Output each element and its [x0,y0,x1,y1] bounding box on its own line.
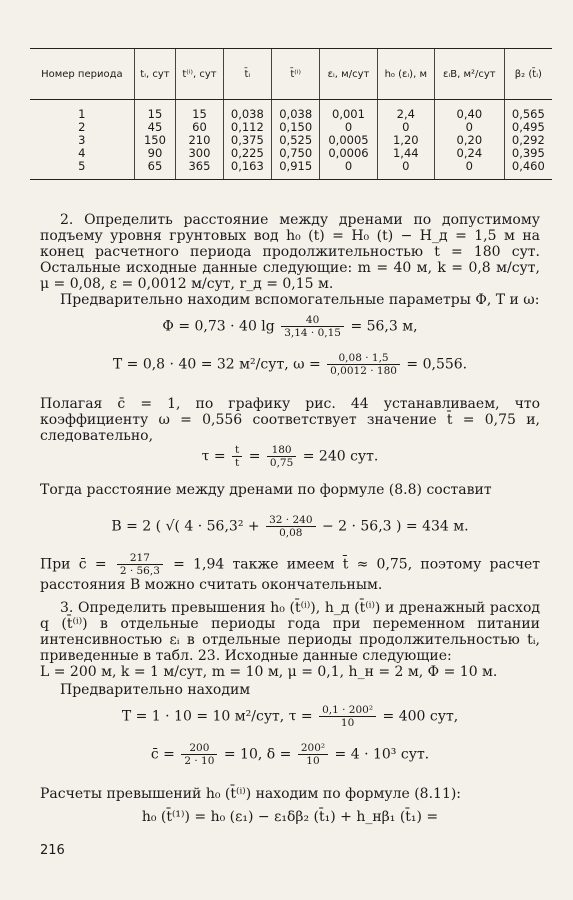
formula-tau [40,444,540,469]
paragraph-task-2: 2. Определить расстояние между дренами по допустимому подъему уровня грунтовых вод h₀ (t) = H₀ (t) − H_д = 1,5 м на конец расчетного периода продолжительностью t = 180 сут. Остальные исходные данные следующие: m = 40 м, k = 0,8 м/сут, μ = 0,08, ε = 0,0012 м/сут, r_д = 0,15 м. [40,212,540,292]
paragraph-assume-c: Полагая c̄ = 1, по графику рис. 44 устанавливаем, что коэффициенту ω = 0,556 соответствует значение t̄ = 0,75 и, следовательно, [40,396,540,444]
table-cell: 0,525 [272,134,320,147]
table-cell: 1,44 [377,147,434,160]
table-header-cell: t⁽ⁱ⁾, сут [176,49,223,100]
table-cell: 0,565 [504,100,552,122]
fraction-denominator: 0,0012 · 180 [330,365,397,377]
fraction [267,444,296,469]
table-cell: 0,395 [504,147,552,160]
fraction-numerator: 0,1 · 200² [319,704,376,717]
table-header-cell: β₂ (t̄ᵢ) [504,49,552,100]
text-part: При c̄ = [40,556,107,573]
table-header-cell: t̄ᵢ [223,49,271,100]
fraction [232,444,242,469]
formula-part: c̄ = [150,746,175,763]
paragraph-input-data: L = 200 м, k = 1 м/сут, m = 10 м, μ = 0,1, h_н = 2 м, Φ = 10 м. [40,664,498,680]
table-cell: 90 [134,147,176,160]
fraction-numerator: t [232,444,242,457]
table-cell: 0 [320,121,377,134]
formula-t-tau [40,704,540,729]
paragraph-drain-distance: Тогда расстояние между дренами по формуле (8.8) составит [40,482,492,498]
table-header-cell: εᵢB, м²/сут [434,49,504,100]
table-header-cell: εᵢ, м/сут [320,49,377,100]
table-cell: 0,0005 [320,134,377,147]
table-header-cell: tᵢ, сут [134,49,176,100]
table-cell: 0,915 [272,160,320,180]
formula-part: Φ = 0,73 · 40 lg [162,318,275,335]
formula-part: = 400 сут, [382,708,459,725]
formula-part: = 56,3 м, [350,318,418,335]
table-cell: 0 [377,121,434,134]
fraction-numerator: 200 [181,742,217,755]
table-cell: 0,750 [272,147,320,160]
table-cell: 2 [78,120,86,134]
table-cell: 1,20 [377,134,434,147]
paragraph-check-c [40,552,540,593]
fraction-denominator: 3,14 · 0,15 [284,327,341,339]
fraction-numerator: 200² [298,742,328,755]
table-cell: 0,460 [504,160,552,180]
formula-part: = 0,556. [406,356,468,373]
paragraph-aux-params: Предварительно находим вспомогательные параметры Φ, T и ω: [60,292,540,308]
table-cell: 5 [30,160,134,180]
table-cell: 0,112 [223,121,271,134]
formula-c-delta [40,742,540,767]
fraction [117,552,163,577]
fraction-numerator: 40 [281,314,344,327]
formula-h0: h₀ (t̄⁽¹⁾) = h₀ (ε₁) − ε₁δβ₂ (t̄₁) + h_нβ₁ (t̄₁) = [141,809,439,825]
fraction-denominator: t̄ [235,457,240,469]
fraction [319,704,376,729]
table-cell: 0,495 [504,121,552,134]
table-cell: 0,038 [223,100,271,122]
paragraph-preliminary: Предварительно находим [60,682,251,698]
formula-part: τ = [201,448,226,465]
fraction-denominator: 10 [306,755,320,767]
table-cell: 1 [78,107,86,121]
fraction-denominator: 10 [340,717,355,729]
table-cell: 0,225 [223,147,271,160]
table-cell: 0 [377,160,434,180]
formula-t-omega [40,352,540,377]
fraction-denominator: 2 · 56,3 [119,565,160,577]
table-row [30,160,552,180]
page-number: 216 [40,843,65,858]
fraction-numerator: 0,08 · 1,5 [327,352,400,365]
table-cell: 60 [176,121,223,134]
table-cell: 0,375 [223,134,271,147]
table-cell: 300 [176,147,223,160]
formula-part: B = 2 ( √( 4 · 56,3² + [111,518,260,535]
fraction-denominator: 0,75 [269,457,294,469]
fraction [298,742,328,767]
table-cell: 365 [176,160,223,180]
table-cell: 0,0006 [320,147,377,160]
table-header-row [30,49,552,100]
table-cell: 65 [134,160,176,180]
fraction-numerator: 32 · 240 [266,514,315,527]
text-part: = 1,94 также имеем t̄ ≈ 0,75, поэтому расчет расстояния B можно считать окончательным. [40,556,540,593]
table-cell: 0,20 [434,134,504,147]
table-cell: 0 [434,121,504,134]
formula-part: = 4 · 10³ сут. [334,746,430,763]
paragraph-task-3: 3. Определить превышения h₀ (t̄⁽ⁱ⁾), h_д (t̄⁽ⁱ⁾) и дренажный расход q (t̄⁽ⁱ⁾) в отдельные периоды года при переменном питании интенсивностью εᵢ в отдельные периоды продолжительностью tᵢ, приведенные в табл. 23. Исходные данные следующие: [40,600,540,664]
fraction-numerator: 217 [117,552,163,565]
formula-phi [40,314,540,339]
fraction [266,514,315,539]
table-cell: 0,40 [434,100,504,122]
table-cell: 0,001 [320,100,377,122]
table-row [30,100,552,122]
table-cell: 210 [176,134,223,147]
formula-part: = 10, δ = [223,746,292,763]
table-cell: 0,292 [504,134,552,147]
table-header-cell: h₀ (εᵢ), м [377,49,434,100]
table-cell: 15 [134,100,176,122]
table-header-cell: Номер периода [30,49,134,100]
table-cell: 0 [320,160,377,180]
data-table [30,48,552,180]
table-header-cell: t̄⁽ⁱ⁾ [272,49,320,100]
formula-part: T = 0,8 · 40 = 32 м²/сут, ω = [112,356,321,373]
fraction-denominator: 0,08 [279,527,303,539]
table-cell: 0,24 [434,147,504,160]
table-cell: 150 [134,134,176,147]
formula-part: = 240 сут. [302,448,379,465]
formula-b [40,514,540,539]
fraction [327,352,400,377]
table-cell: 4 [78,146,86,160]
fraction [181,742,217,767]
table-cell: 3 [78,133,86,147]
fraction [281,314,344,339]
formula-part: T = 1 · 10 = 10 м²/сут, τ = [121,708,313,725]
table-cell: 45 [134,121,176,134]
table-cell: 0,163 [223,160,271,180]
table-cell: 0 [434,160,504,180]
table-cell: 0,038 [272,100,320,122]
table-cell: 0,150 [272,121,320,134]
fraction-numerator: 180 [267,444,296,457]
formula-part: − 2 · 56,3 ) = 434 м. [321,518,469,535]
table-cell: 15 [176,100,223,122]
paragraph-calc-h0: Расчеты превышений h₀ (t̄⁽ⁱ⁾) находим по формуле (8.11): [40,786,462,802]
fraction-denominator: 2 · 10 [184,755,215,767]
formula-part: = [248,448,261,465]
table-cell: 2,4 [377,100,434,122]
